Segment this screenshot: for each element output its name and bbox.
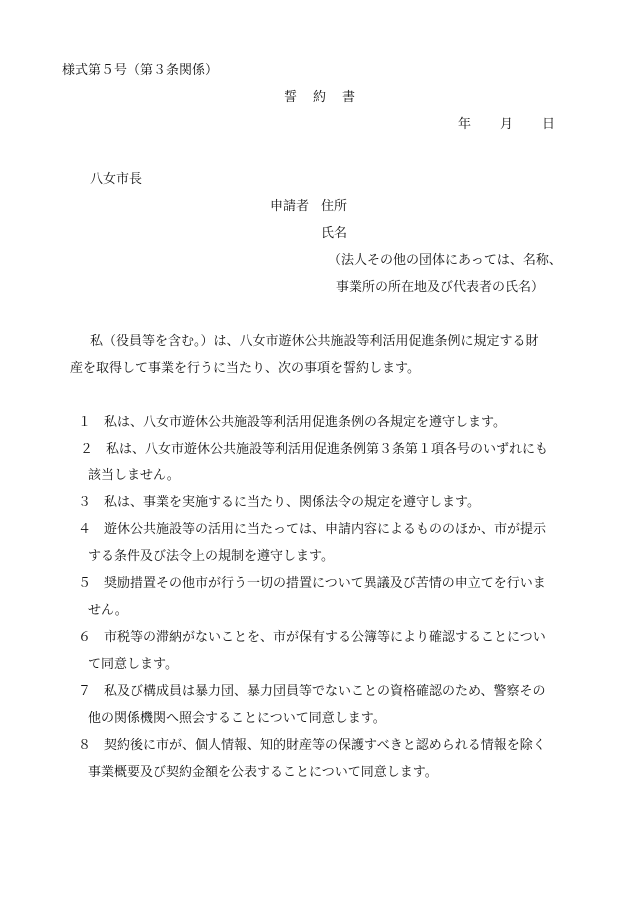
item-4-line-2: する条件及び法令上の規制を遵守します。: [88, 549, 334, 564]
item-2-number: ２: [80, 442, 94, 457]
item-5-line-2: せん。: [88, 603, 128, 618]
item-5-number: ５: [78, 576, 92, 591]
applicant-note-line-2: 事業所の所在地及び代表者の氏名）: [336, 280, 545, 295]
name-label: 氏名: [321, 226, 348, 241]
date-day: 日: [542, 117, 556, 132]
item-4-line-1: 遊休公共施設等の活用に当たっては、申請内容によるもののほか、市が提示: [104, 522, 547, 537]
item-6-number: ６: [78, 630, 92, 645]
applicant-note-line-1: （法人その他の団体にあっては、名称、: [328, 253, 562, 268]
intro-line-1: 私（役員等を含む。）は、八女市遊休公共施設等利活用促進条例に規定する財: [90, 334, 539, 349]
title-char-1: 誓: [284, 90, 298, 105]
intro-line-2: 産を取得して事業を行うに当たり、次の事項を誓約します。: [70, 361, 420, 376]
title-char-2: 約: [313, 90, 327, 105]
item-7-number: ７: [78, 684, 92, 699]
item-6-line-1: 市税等の滞納がないことを、市が保有する公簿等により確認することについ: [104, 630, 546, 645]
item-7-line-1: 私及び構成員は暴力団、暴力団員等でないことの資格確認のため、警察その: [104, 684, 546, 699]
item-8-line-2: 事業概要及び契約金額を公表することについて同意します。: [88, 765, 438, 780]
addressee: 八女市長: [90, 172, 143, 187]
item-6-line-2: て同意します。: [88, 657, 178, 672]
form-label: 様式第５号（第３条関係）: [62, 63, 219, 78]
date-month: 月: [500, 117, 514, 132]
item-3-number: ３: [78, 495, 92, 510]
item-8-line-1: 契約後に市が、個人情報、知的財産等の保護すべきと認められる情報を除く: [104, 738, 546, 753]
item-1-line-1: 私は、八女市遊休公共施設等利活用促進条例の各規定を遵守します。: [104, 415, 506, 430]
item-2-line-2: 該当しません。: [88, 468, 180, 483]
item-3-line-1: 私は、事業を実施するに当たり、関係法令の規定を遵守します。: [104, 495, 480, 510]
item-7-line-2: 他の関係機関へ照会することについて同意します。: [88, 711, 386, 726]
date-year: 年: [458, 117, 472, 132]
item-5-line-1: 奨励措置その他市が行う一切の措置について異議及び苦情の申立てを行いま: [104, 576, 546, 591]
title-char-3: 書: [342, 90, 356, 105]
address-label: 住所: [321, 199, 348, 214]
item-2-line-1: 私は、八女市遊休公共施設等利活用促進条例第３条第１項各号のいずれにも: [106, 442, 549, 457]
item-4-number: ４: [78, 522, 92, 537]
item-1-number: １: [78, 415, 92, 430]
item-8-number: ８: [78, 738, 92, 753]
applicant-label: 申請者: [270, 199, 310, 214]
document-title: [284, 91, 355, 104]
